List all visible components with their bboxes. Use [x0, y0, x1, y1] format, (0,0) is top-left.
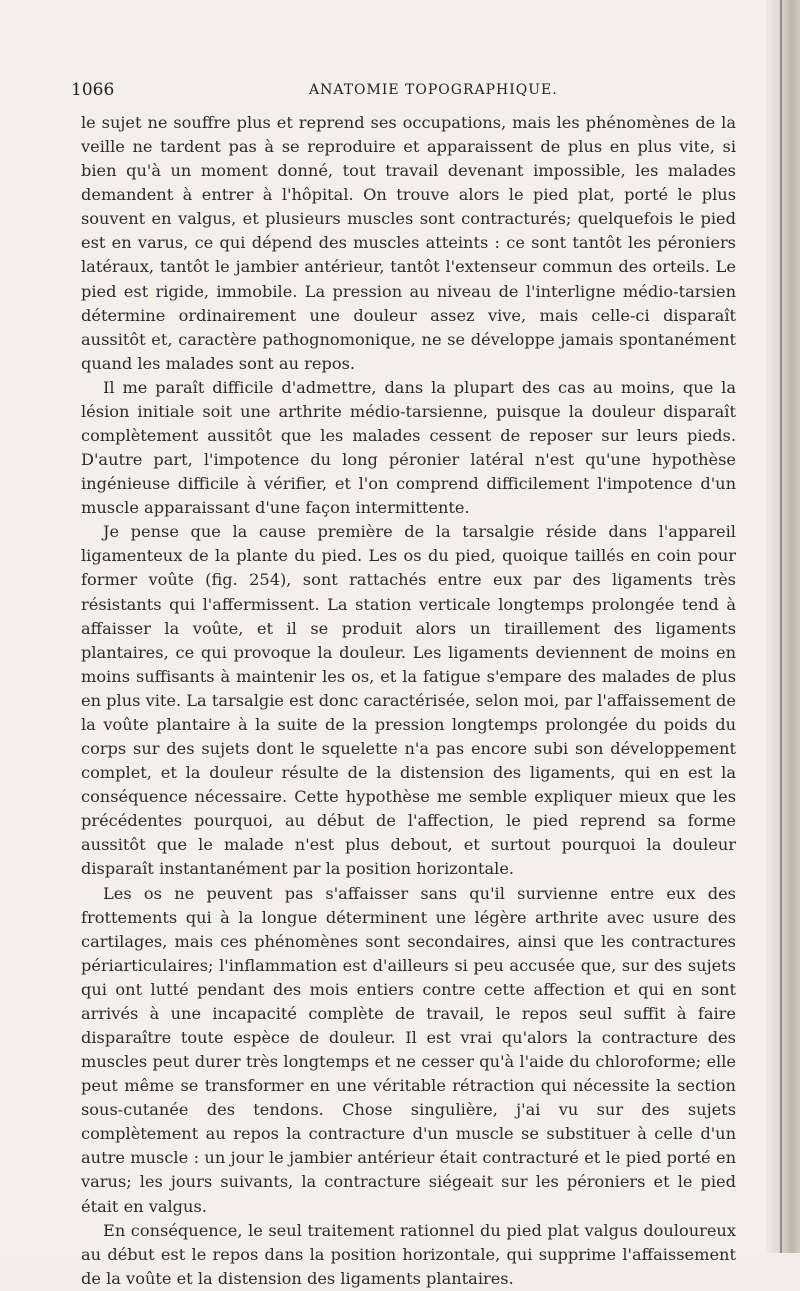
- paragraph-5: En conséquence, le seul traitement rationnel du pied plat valgus douloureux au début est le repos dans la position horizontale, qui supprime l'affaissement de la voûte et la distension des ligaments plantaires.: [81, 1220, 736, 1288]
- book-spine-edge: [766, 0, 800, 1253]
- body-text: [81, 111, 736, 1291]
- running-title: ANATOMIE TOPOGRAPHIQUE.: [309, 82, 558, 98]
- paragraph-1: le sujet ne souffre plus et reprend ses occupations, mais les phénomènes de la veille ne tardent pas à se reproduire et apparaissent de plus en plus vite, si bien qu'à un moment donné, tout travail devenant impossible, les malades demandent à entrer à l'hôpital. On trouve alors le pied plat, porté le plus souvent en valgus, et plusieurs muscles sont contracturés; quelquefois le pied est en varus, ce qui dépend des muscles atteints : ce sont tantôt les péroniers latéraux, tantôt le jambier antérieur, tantôt l'extenseur commun des orteils. Le pied est rigide, immobile. La pression au niveau de l'interligne médio-tarsien détermine ordinairement une douleur assez vive, mais celle-ci disparaît aussitôt et, caractère pathognomonique, ne se développe jamais spontanément quand les malades sont au repos.: [81, 113, 736, 373]
- page-number: 1066: [71, 80, 115, 100]
- paragraph-3: Je pense que la cause première de la tarsalgie réside dans l'appareil ligamenteux de la plante du pied. Les os du pied, quoique taillés en coin pour former voûte (fig. 254), sont rattachés entre eux par des ligaments très résistants qui l'affermissent. La station verticale longtemps prolongée tend à affaisser la voûte, et il se produit alors un tiraillement des ligaments plantaires, ce qui provoque la douleur. Les ligaments deviennent de moins en moins suffisants à maintenir les os, et la fatigue s'empare des malades de plus en plus vite. La tarsalgie est donc caractérisée, selon moi, par l'affaissement de la voûte plantaire à la suite de la pression longtemps prolongée du poids du corps sur des sujets dont le squelette n'a pas encore subi son développement complet, et la douleur résulte de la distension des ligaments, qui en est la conséquence nécessaire. Cette hypothèse me semble expliquer mieux que les précédentes pourquoi, au début de l'affection, le pied reprend sa forme aussitôt que le malade n'est plus debout, et surtout pourquoi la douleur disparaît instantanément par la position horizontale.: [81, 522, 736, 879]
- paragraph-2: Il me paraît difficile d'admettre, dans la plupart des cas au moins, que la lésion initiale soit une arthrite médio-tarsienne, puisque la douleur disparaît complètement aussitôt que les malades cessent de reposer sur leurs pieds. D'autre part, l'impotence du long péronier latéral n'est qu'une hypothèse ingénieuse difficile à vérifier, et l'on comprend difficilement l'impotence d'un muscle apparaissant d'une façon intermittente.: [81, 377, 736, 518]
- paragraph-4: Les os ne peuvent pas s'affaisser sans qu'il survienne entre eux des frottements qui à la longue déterminent une légère arthrite avec usure des cartilages, mais ces phénomènes sont secondaires, ainsi que les contractures périarticulaires; l'inflammation est d'ailleurs si peu accusée que, sur des sujets qui ont lutté pendant des mois entiers contre cette affection et qui en sont arrivés à une incapacité complète de travail, le repos seul suffit à faire disparaître toute espèce de douleur. Il est vrai qu'alors la contracture des muscles peut durer très longtemps et ne cesser qu'à l'aide du chloroforme; elle peut même se transformer en une véritable rétraction qui nécessite la section sous-cutanée des tendons. Chose singulière, j'ai vu sur des sujets complètement au repos la contracture d'un muscle se substituer à celle d'un autre muscle : un jour le jambier antérieur était contracturé et le pied porté en varus; les jours suivants, la contracture siégeait sur les péroniers et le pied était en valgus.: [81, 883, 736, 1216]
- page-header: [71, 80, 731, 108]
